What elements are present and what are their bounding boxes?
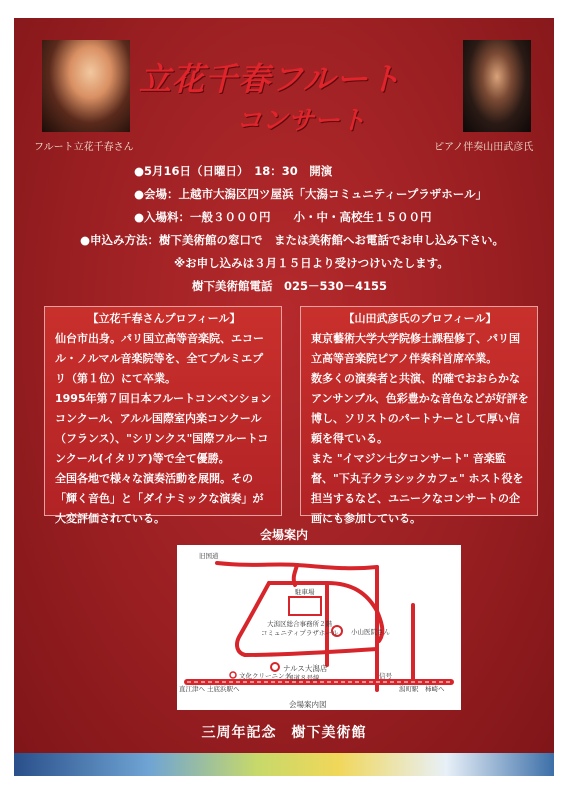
pianist-caption: ピアノ伴奏山田武彦氏 — [434, 142, 534, 153]
title-line2: コンサート — [236, 106, 367, 136]
map-label-store: ナルス大潟店 — [283, 664, 328, 673]
map-label-route: 国道８号線 — [287, 674, 320, 682]
map-cleaning-marker — [230, 672, 236, 678]
map-label-old-road: 旧国道 — [199, 552, 219, 560]
pianist-photo — [463, 40, 531, 132]
profile-body-flutist: 仙台市出身。パリ国立高等音楽院、エコール・ノルマル音楽院等を、全てプルミエプリ（第１位）にて卒業。 1995年第７回日本フルートコンベンションコンクール、アルル国際室内楽コンクール（フランス）、"シリンクス"国際フルートコンクール(イタリア)等で全て優勝。 全国各地で様々な演奏活動を展開。その「輝く音色」と「ダイナミックな演奏」が大変評価されている。 — [55, 332, 272, 525]
event-tel: 樹下美術館電話 025－530－4155 — [192, 279, 388, 293]
map-hall-marker — [289, 597, 321, 615]
event-venue: ●会場：上越市大潟区四ツ屋浜「大潟コミュニティープラザホール」 — [134, 187, 488, 201]
map-label-station-right: 潟町駅 — [399, 685, 419, 693]
map-caption: 会場案内図 — [289, 700, 327, 709]
map-label-hall: 大潟区総合事務所２階 コミュニティプラザホール — [261, 620, 339, 637]
event-fee: ●入場料：一般３０００円 小・中・高校生１５００円 — [134, 210, 432, 224]
decorative-band — [14, 753, 554, 776]
event-apply: ●申込み方法：樹下美術館の窓口で または美術館へお電話でお申し込み下さい。 — [80, 233, 505, 247]
flutist-caption: フルート立花千春さん — [34, 142, 134, 153]
venue-map — [177, 545, 461, 710]
event-deadline: ※お申し込みは３月１５日より受けつけいたします。 — [174, 256, 449, 270]
map-label-kakizaki: 柿崎へ — [425, 685, 445, 693]
profile-title-pianist: 【山田武彦氏のプロフィール】 — [343, 312, 497, 325]
map-label-signal: 信号 — [379, 672, 392, 680]
profile-panel-flutist — [44, 306, 282, 525]
profile-title-flutist: 【立花千春さんプロフィール】 — [87, 312, 241, 325]
map-label-parking: 駐車場 — [295, 588, 315, 596]
title-line1: 立花千春フルート — [139, 60, 402, 98]
map-road-segment — [245, 649, 377, 655]
poster — [14, 18, 554, 776]
flutist-photo — [42, 40, 130, 132]
profile-body-pianist: 東京藝術大学大学院修士課程修了、パリ国立高等音楽院ピアノ伴奏科首席卒業。 数多くの演奏者と共演、的確でおおらかなアンサンブル、色彩豊かな音色などが好評を博し、ソリストのパートナーとして厚い信頼を得ている。 また "イマジン七夕コンサート" 音楽監督、"下丸子クラシックカフェ" ホスト役を担当するなど、ユニークなコンサートの企画にも参加している。 — [311, 332, 529, 525]
map-label-school: 小山医院さん — [351, 628, 390, 636]
footer-text: 三周年記念 樹下美術館 — [201, 725, 367, 741]
map-label-naoetsu: 直江津へ — [179, 685, 205, 693]
map-heading: 会場案内 — [259, 528, 308, 542]
map-store-marker — [271, 663, 279, 671]
event-date: ●5月16日（日曜日） 18：30 開演 — [134, 164, 333, 178]
map-label-station-left: 土底浜駅へ — [207, 685, 240, 693]
profile-panel-pianist — [300, 306, 538, 525]
map-label-cleaning: 文化クリーニング — [239, 672, 291, 680]
